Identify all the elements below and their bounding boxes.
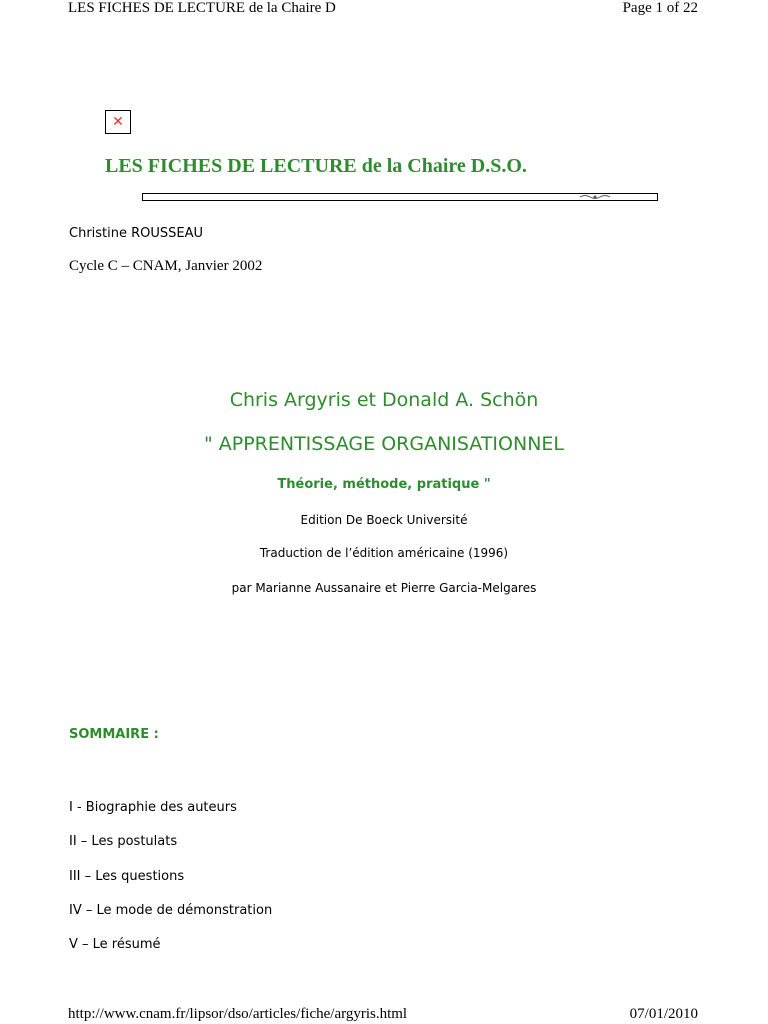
print-footer-date: 07/01/2010 [629,1006,698,1022]
decorative-divider [142,193,658,201]
divider-ornament-icon [580,196,610,199]
toc-item-postulats[interactable]: II – Les postulats [69,834,178,849]
toc-item-biographie[interactable]: I - Biographie des auteurs [69,800,237,815]
author-name: Christine ROUSSEAU [69,226,204,241]
book-translators: par Marianne Aussanaire et Pierre Garcia-Melgares [231,581,537,595]
toc-item-questions[interactable]: III – Les questions [69,869,185,884]
book-title: " APPRENTISSAGE ORGANISATIONNEL [203,433,565,455]
toc-item-resume[interactable]: V – Le résumé [69,937,161,952]
book-authors: Chris Argyris et Donald A. Schön [229,389,539,411]
broken-image-placeholder [105,110,131,134]
book-translation: Traduction de l’édition américaine (1996) [259,546,509,560]
book-subtitle: Théorie, méthode, pratique " [277,477,491,492]
print-header-title: LES FICHES DE LECTURE de la Chaire D [68,0,336,16]
broken-image-icon: ✕ [112,114,124,130]
book-edition: Edition De Boeck Université [300,513,468,527]
print-header-page-number: Page 1 of 22 [622,0,698,16]
page-heading: LES FICHES DE LECTURE de la Chaire D.S.O. [105,155,527,177]
toc-item-demonstration[interactable]: IV – Le mode de démonstration [69,903,273,918]
cycle-date-line: Cycle C – CNAM, Janvier 2002 [69,258,263,274]
sommaire-heading: SOMMAIRE : [69,727,159,742]
print-footer-url: http://www.cnam.fr/lipsor/dso/articles/fiche/argyris.html [68,1006,408,1022]
